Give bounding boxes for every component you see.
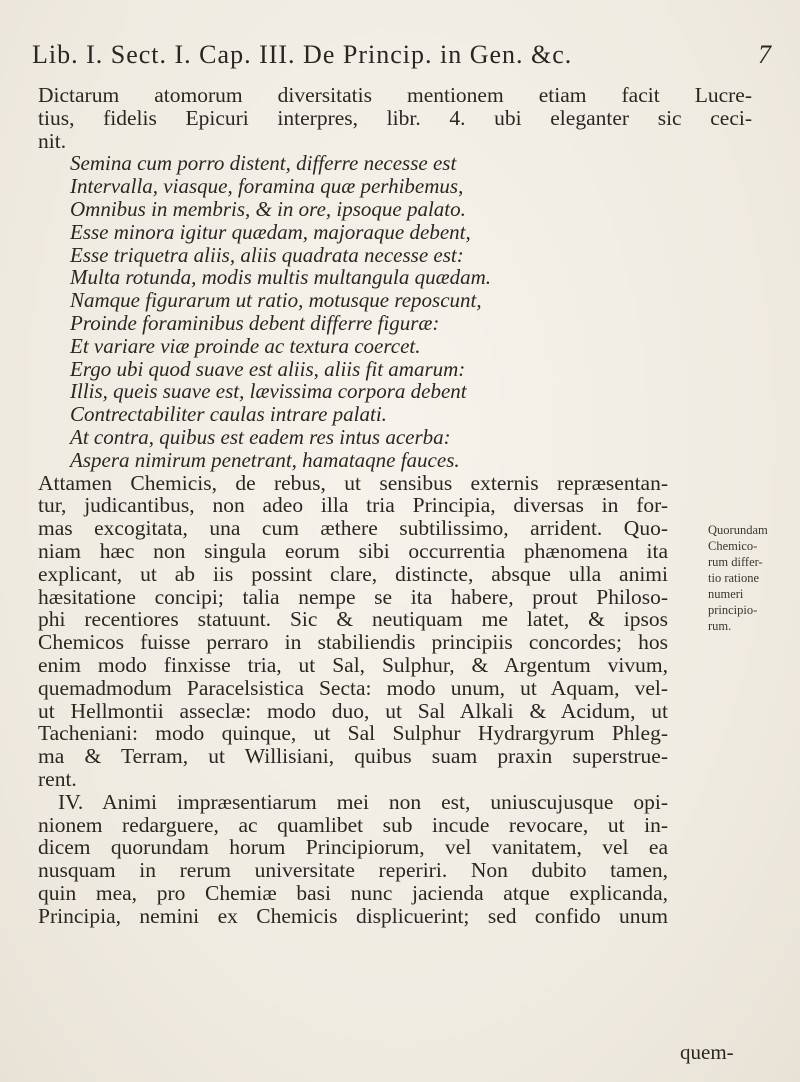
verse-line: Namque figurarum ut ratio, motusque reposcunt, bbox=[70, 288, 482, 313]
text-line: tur, judicantibus, non adeo illa tria Principia, diversas in for- bbox=[38, 493, 668, 518]
text-line: tius, fidelis Epicuri interpres, libr. 4. ubi eleganter sic ceci- bbox=[38, 105, 752, 130]
margin-line: numeri bbox=[708, 587, 744, 601]
text-line: nit. bbox=[38, 128, 67, 153]
marginal-note bbox=[708, 522, 798, 634]
margin-line: rum. bbox=[708, 619, 732, 633]
main-text bbox=[38, 84, 752, 927]
text-line: niam hæc non singula eorum sibi occurrentia phænomena ita bbox=[38, 538, 668, 563]
verse-line: Multa rotunda, modis multis multangula quædam. bbox=[70, 265, 491, 290]
running-header bbox=[32, 40, 772, 70]
verse-line: Esse triquetra aliis, aliis quadrata necesse est: bbox=[70, 242, 464, 267]
paragraph-iv bbox=[38, 791, 752, 928]
text-line: dicem quorundam horum Principiorum, vel vanitatem, vel ea bbox=[38, 835, 668, 860]
margin-line: principio- bbox=[708, 603, 758, 617]
text-line: ma & Terram, ut Willisiani, quibus suam praxin superstrue- bbox=[38, 744, 668, 769]
running-title: Lib. I. Sect. I. Cap. III. De Princip. in Gen. &c. bbox=[32, 40, 573, 69]
verse-line: Semina cum porro distent, differre necesse est bbox=[70, 151, 457, 176]
text-line: Tacheniani: modo quinque, ut Sal Sulphur Hydrargyrum Phleg- bbox=[38, 721, 668, 746]
text-line: nusquam in rerum universitate reperiri. Non dubito tamen, bbox=[38, 858, 668, 883]
margin-line: tio ratione bbox=[708, 571, 760, 585]
margin-line: rum differ- bbox=[708, 555, 763, 569]
text-line: quemadmodum Paracelsistica Secta: modo unum, ut Aquam, vel- bbox=[38, 675, 668, 700]
text-line: explicant, ut ab iis possint clare, distincte, absque ulla animi bbox=[38, 561, 668, 586]
text-line: rent. bbox=[38, 766, 77, 791]
text-line: phi recentiores statuunt. Sic & neutiquam me latet, & ipsos bbox=[38, 607, 668, 632]
intro-paragraph bbox=[38, 84, 752, 152]
text-line: IV. Animi impræsentiarum mei non est, uniuscujusque opi- bbox=[58, 789, 668, 814]
catchword: quem- bbox=[680, 1040, 734, 1064]
verse-line: Proinde foraminibus debent differre figuræ: bbox=[70, 310, 440, 335]
verse-line: Ergo ubi quod suave est aliis, aliis fit amarum: bbox=[70, 356, 466, 381]
verse-quotation bbox=[38, 152, 752, 471]
verse-line: Omnibus in membris, & in ore, ipsoque palato. bbox=[70, 196, 466, 221]
text-line: Dictarum atomorum diversitatis mentionem etiam facit Lucre- bbox=[38, 83, 752, 107]
page-number: 7 bbox=[758, 40, 772, 69]
text-line: nionem redarguere, ac quamlibet sub incude revocare, ut in- bbox=[38, 812, 668, 837]
paragraph-attamen bbox=[38, 472, 752, 791]
verse-line: Contrectabiliter caulas intrare palati. bbox=[70, 402, 387, 427]
text-line: enim modo finxisse tria, ut Sal, Sulphur, & Argentum vivum, bbox=[38, 652, 668, 677]
verse-line: Esse minora igitur quædam, majoraque debent, bbox=[70, 219, 471, 244]
verse-line: Illis, queis suave est, lævissima corpora debent bbox=[70, 379, 467, 404]
margin-line: Chemico- bbox=[708, 539, 758, 553]
text-line: ut Hellmontii asseclæ: modo duo, ut Sal Alkali & Acidum, ut bbox=[38, 698, 668, 723]
text-line: Attamen Chemicis, de rebus, ut sensibus externis repræsentan- bbox=[38, 470, 668, 495]
text-line: quin mea, pro Chemiæ basi nunc jacienda atque explicanda, bbox=[38, 880, 668, 905]
verse-line: Intervalla, viasque, foramina quæ perhibemus, bbox=[70, 174, 464, 199]
margin-line: Quorundam bbox=[708, 523, 768, 537]
text-line: Principia, nemini ex Chemicis displicuerint; sed confido unum bbox=[38, 903, 668, 928]
text-line: Chemicos fuisse perraro in stabiliendis principiis concordes; hos bbox=[38, 630, 668, 655]
text-line: hæsitatione concipi; talia nempe se ita habere, prout Philoso- bbox=[38, 584, 668, 609]
verse-line: At contra, quibus est eadem res intus acerba: bbox=[70, 424, 451, 449]
text-line: mas excogitata, una cum æthere subtilissimo, arrident. Quo- bbox=[38, 516, 668, 541]
verse-line: Et variare viæ proinde ac textura coercet. bbox=[70, 333, 421, 358]
verse-line: Aspera nimirum penetrant, hamataqne fauces. bbox=[70, 447, 460, 472]
